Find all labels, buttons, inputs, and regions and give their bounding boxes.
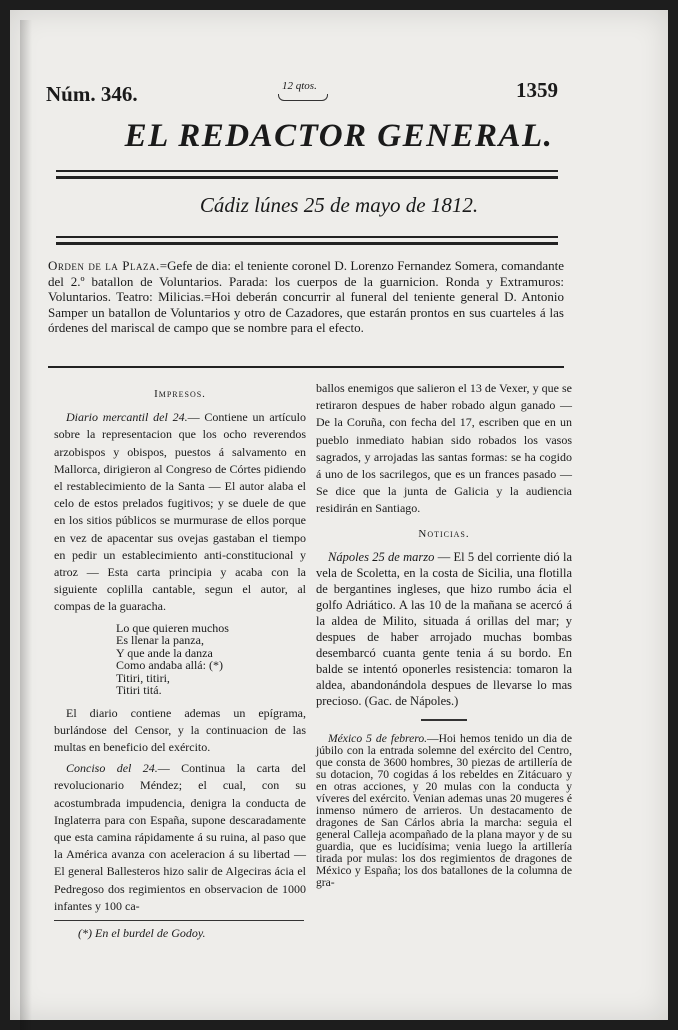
napoles-text: — El 5 del corriente dió la vela de Scoletta, en la costa de Sicilia, una flotilla de bergantines ingleses, que hizo rumbo ácia el golfo Adriático. A las 10 de la mañana se acercó á la aldea de Milito, situada á orillas del mar; y despues de haber arrojado muchas bombas desembarcó cuanta gente tenia á su bordo. En balde se intentó oponerles resistencia: tomaron la aldea, abandonándola despues de llevarse lo mas precioso. (Gac. de Nápoles.) [316,549,572,708]
diario-paragraph [54,409,306,615]
section-divider [48,366,564,368]
conciso-text: — Continua la carta del revolucionario Méndez; el cual, con su acostumbrada impudencia, denigra la conducta de Inglaterra para con España, supone descaradamente que esta camina rápidamente á su ruina, al paso que la América avanza con aceleracion á su libertad — El general Ballesteros hizo salir de Algeciras ácia el Pedregoso dos regimientos en observacion de 1000 infantes y 100 ca- [54,761,306,913]
left-column [54,384,306,919]
masthead-rule-bottom [56,236,558,245]
news-divider [421,719,467,721]
price: 12 qtos. [282,80,317,92]
newspaper-page [10,10,668,1020]
masthead-rule-top [56,170,558,179]
noticias-heading: Noticias. [418,527,470,540]
poem-line: Lo que quieren muchos [116,620,229,635]
epigrama-paragraph: El diario contiene ademas un epígrama, burlándose del Censor, y la continuacion de las multas en beneficio del exército. [54,705,306,755]
continued-paragraph: ballos enemigos que salieron el 13 de Vexer, y que se retiraron despues de haber robado algun ganado — De la Coruña, con fecha del 17, escriben que en un pueblo inmediato habian sido robados los vasos sagrados, y arrojadas las santas formas: se ha cogido á uno de los sacrilegos, que es un frances pasado — Se dice que la junta de Galicia y la audiencia residirán en Santiago. [316,381,572,516]
issue-number: Núm. 346. [46,82,138,106]
conciso-label: Conciso del 24. [66,761,158,776]
orden-text: =Gefe de dia: el teniente coronel D. Lorenzo Fernandez Somera, comandante del 2.º batallon de Voluntarios. Parada: los cuerpos de la guarnicion. Ronda y Extramuros: Voluntarios. Teatro: Milicias.=Hoi deberán concurrir al funeral del teniente general D. Antonio Samper un batallon de Voluntarios y otro de Cazadores, que estarán prontos en sus cuarteles á las órdenes del mariscal de campo que se nombre para el efecto. [48,258,565,335]
footnote: (*) En el burdel de Godoy. [78,926,206,940]
coplilla-poem [116,622,306,697]
page-number: 1359 [516,78,558,102]
napoles-paragraph [316,549,572,709]
poem-line: Y que ande la danza [116,645,213,660]
poem-line: Titiri, titiri, [116,670,170,685]
mexico-text: —Hoi hemos tenido un dia de júbilo con la entrada solemne del exército del Centro, que consta de 3600 hombres, 30 piezas de artillería de su dotacion, 70 cogidas á los rebeldes en Zitácuaro y en otras acciones, y 20 mulas con la conducta y víveres del exército. Venian ademas unas 20 mugeres é inmenso número de arrieros. Un destacamento de dragones de San Cárlos abria la marcha: seguia el general Calleja acompañado de la plana mayor y de su guardia, que es lucidísima; venia luego la artillería tirada por mulas: los dos regimientos de dragones de México y España; los dos batallones de la columna de gra- [316,731,572,889]
price-brace [278,94,328,101]
orden-label: Orden de la Plaza. [48,258,160,273]
masthead-title: EL REDACTOR GENERAL. [124,118,554,154]
poem-line: Como andaba allá: (*) [116,658,223,673]
dateline: Cádiz lúnes 25 de mayo de 1812. [199,193,479,217]
diario-text: — Contiene un artículo sobre la representacion que los ocho reverendos arzobispos y obispos, puestos á salvamento en Mallorca, dirigieron al Congreso de Córtes pidiendo el restablecimiento de la Santa — El autor alaba el celo de estos prelados fugitivos; y se duele de que en los sitios públicos se murmurase de ellos porque en vez de apacentar sus ovejas gastaban el tiempo en pedir un establecimiento anti-constitucional y atroz — Esta carta principia y acaba con la siguiente coplilla cantable, segun el autor, al compas de la guaracha. [54,410,306,614]
diario-label: Diario mercantil del 24. [66,410,188,425]
mexico-label: México 5 de febrero. [328,731,428,745]
poem-line: Titiri titá. [116,683,162,698]
mexico-paragraph [316,733,572,889]
right-column [316,380,572,893]
orden-de-la-plaza [48,258,564,336]
conciso-paragraph [54,760,306,915]
impresos-heading: Impresos. [154,388,206,400]
page-edge-shadow [20,20,32,1030]
footnote-rule [54,920,304,921]
napoles-label: Nápoles 25 de marzo [328,549,435,564]
poem-line: Es llenar la panza, [116,633,204,648]
